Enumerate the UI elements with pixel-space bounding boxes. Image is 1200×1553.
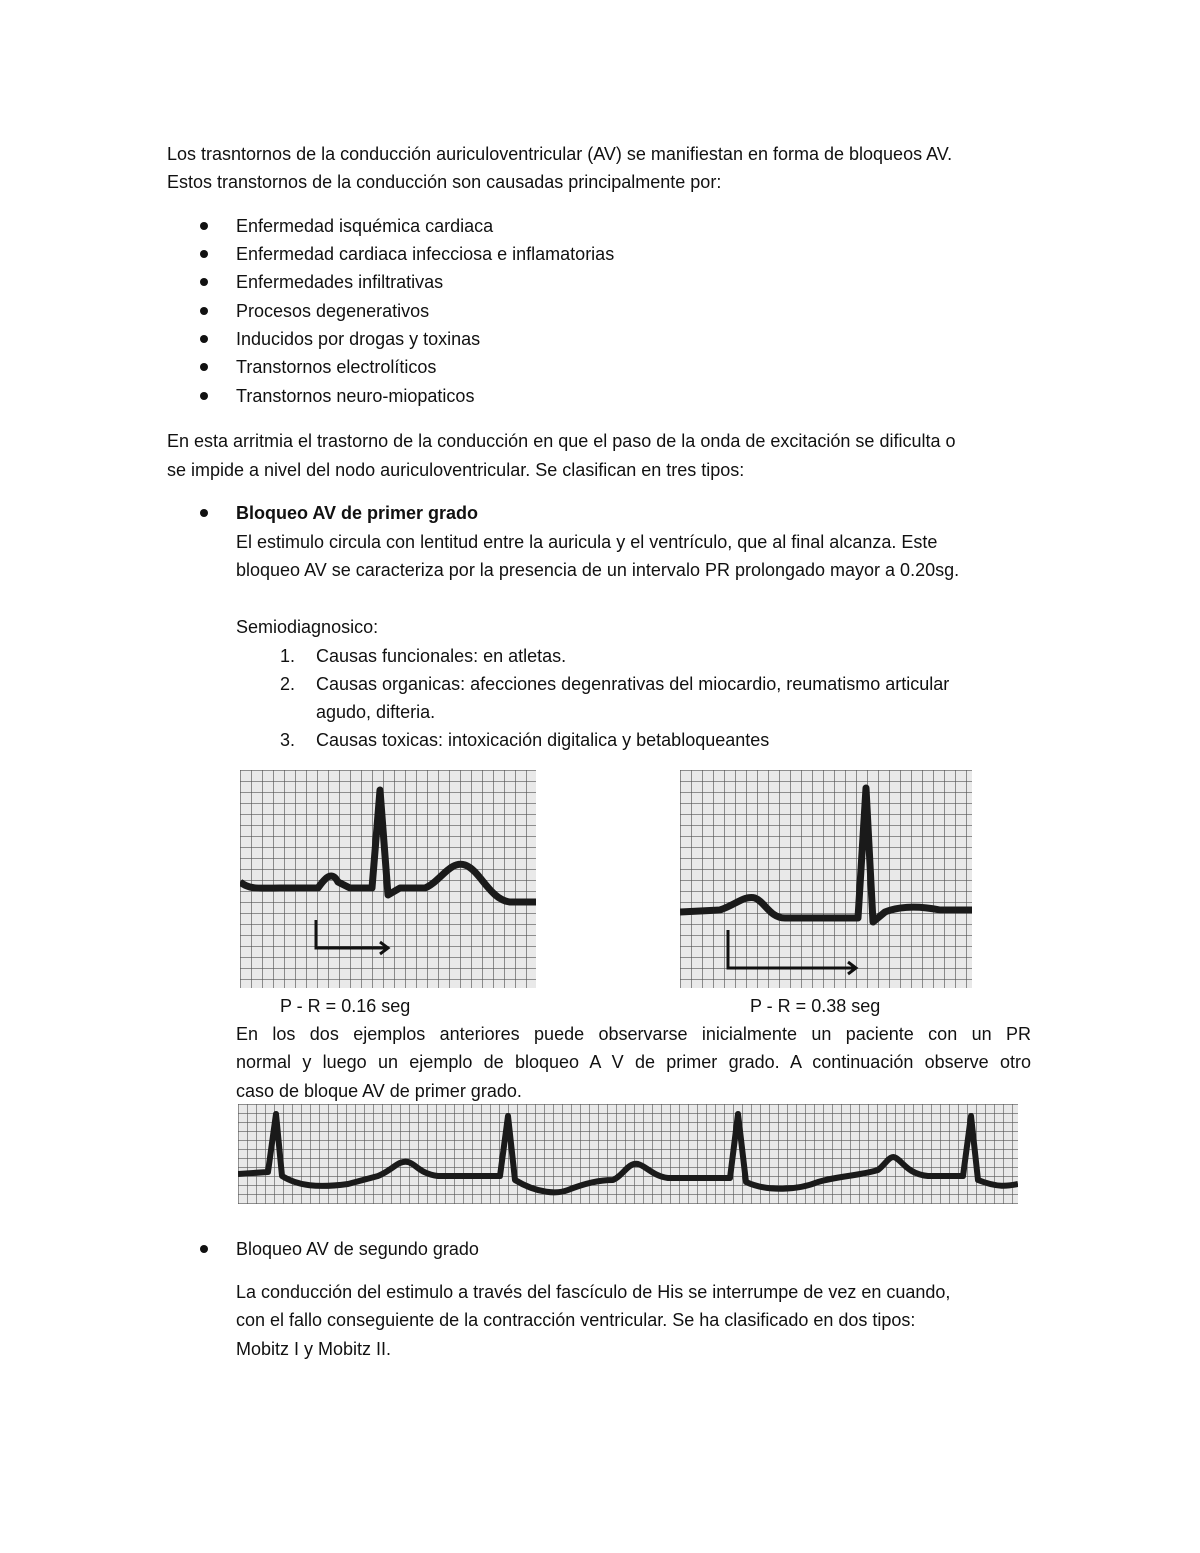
first-degree-title: Bloqueo AV de primer grado: [236, 503, 479, 523]
bullet-icon: [200, 1245, 208, 1253]
list-item: Causas toxicas: intoxicación digitalica y betabloqueantes: [316, 730, 770, 750]
bullet-icon: [200, 509, 208, 517]
list-item: Transtornos electrolíticos: [236, 357, 437, 377]
ecg-strip-normal-pr: [240, 770, 536, 988]
explain-line-1: En los dos ejemplos anteriores puede observarse inicialmente un paciente con un PR: [236, 1024, 1031, 1044]
list-item: Inducidos por drogas y toxinas: [236, 329, 481, 349]
list-item: Causas organicas: afecciones degenrativas del miocardio, reumatismo articular: [316, 674, 950, 694]
bullet-icon: [200, 278, 208, 286]
bullet-icon: [200, 392, 208, 400]
list-item: Enfermedades infiltrativas: [236, 272, 444, 292]
explain-line-2: normal y luego un ejemplo de bloqueo A V de primer grado. A continuación observe otro: [236, 1052, 1031, 1072]
bullet-icon: [200, 307, 208, 315]
arrhythmia-line-1: En esta arritmia el trastorno de la conducción en que el paso de la onda de excitación se dificulta o: [167, 431, 956, 451]
ecg-graphic: [240, 770, 536, 988]
list-number: 3.: [280, 730, 296, 750]
list-item: Enfermedad cardiaca infecciosa e inflamatorias: [236, 244, 615, 264]
list-number: 2.: [280, 674, 296, 694]
list-item: Causas funcionales: en atletas.: [316, 646, 567, 666]
second-degree-desc-2: con el fallo conseguiente de la contracción ventricular. Se ha clasificado en dos tipos:: [236, 1310, 916, 1330]
arrhythmia-line-2: se impide a nivel del nodo auriculoventricular. Se clasifican en tres tipos:: [167, 460, 745, 480]
caption-prolonged-pr: P - R = 0.38 seg: [750, 996, 881, 1016]
second-degree-desc-3: Mobitz I y Mobitz II.: [236, 1339, 392, 1359]
second-degree-desc-1: La conducción del estimulo a través del fascículo de His se interrumpe de vez en cuando,: [236, 1282, 951, 1302]
list-item: Transtornos neuro-miopaticos: [236, 386, 475, 406]
ecg-strip-prolonged-pr: [680, 770, 972, 988]
bullet-icon: [200, 363, 208, 371]
intro-line-2: Estos transtornos de la conducción son causadas principalmente por:: [167, 172, 722, 192]
list-number: 1.: [280, 646, 296, 666]
explain-line-3: caso de bloque AV de primer grado.: [236, 1081, 522, 1101]
intro-line-1: Los trasntornos de la conducción auriculoventricular (AV) se manifiestan en forma de bloqueos AV.: [167, 144, 953, 164]
second-degree-title: Bloqueo AV de segundo grado: [236, 1239, 479, 1259]
list-item: Procesos degenerativos: [236, 301, 430, 321]
bullet-icon: [200, 222, 208, 230]
first-degree-desc-2: bloqueo AV se caracteriza por la presencia de un intervalo PR prolongado mayor a 0.20sg.: [236, 560, 960, 580]
ecg-graphic: [238, 1104, 1018, 1204]
bullet-icon: [200, 250, 208, 258]
list-item-continuation: agudo, difteria.: [316, 702, 436, 722]
ecg-graphic: [680, 770, 972, 988]
caption-normal-pr: P - R = 0.16 seg: [280, 996, 411, 1016]
first-degree-desc-1: El estimulo circula con lentitud entre la auricula y el ventrículo, que al final alcanza. Este: [236, 532, 938, 552]
bullet-icon: [200, 335, 208, 343]
list-item: Enfermedad isquémica cardiaca: [236, 216, 494, 236]
semio-title: Semiodiagnosico:: [236, 617, 379, 637]
ecg-strip-long: [238, 1104, 1018, 1204]
